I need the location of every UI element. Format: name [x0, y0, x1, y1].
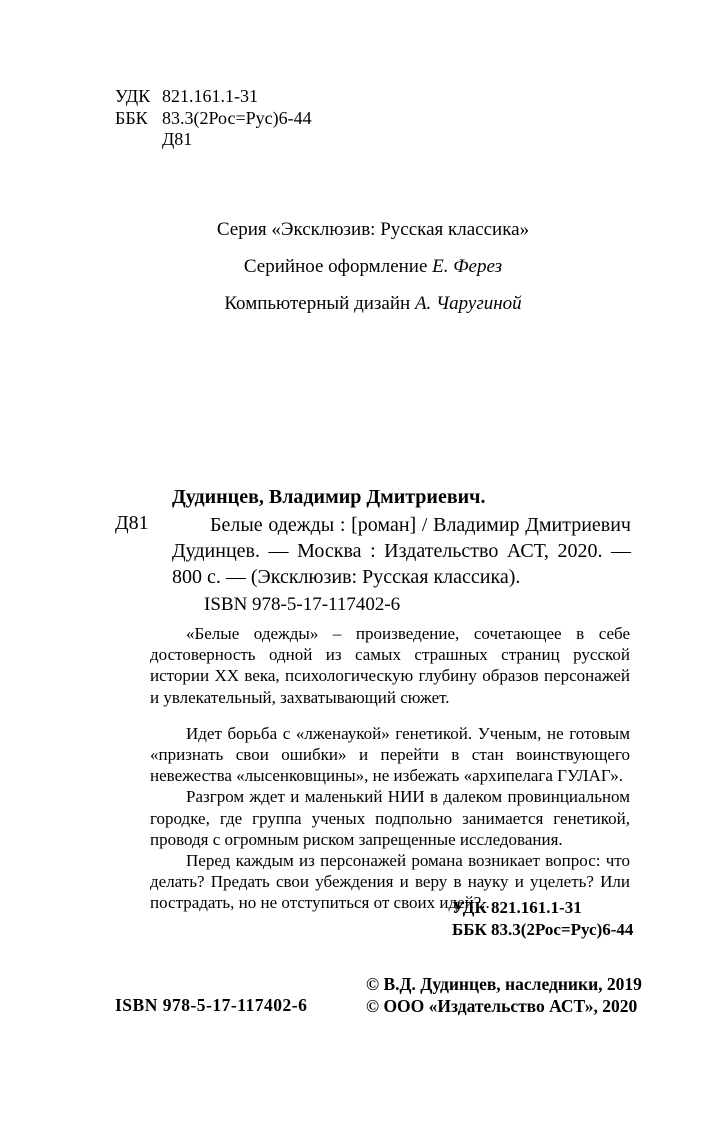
bbk-value: 83.3(2Рос=Рус)6-44 — [162, 107, 312, 128]
series-title: Серия «Эксклюзив: Русская классика» — [216, 219, 530, 240]
udk-row — [115, 86, 312, 108]
author-sign-margin: Д81 — [115, 512, 149, 534]
author-sign-top: Д81 — [162, 129, 193, 149]
catalog-codes-bottom — [452, 897, 633, 940]
series-block — [115, 219, 631, 330]
udk-value: 821.161.1-31 — [162, 86, 258, 106]
catalog-codes-top — [115, 86, 312, 151]
computer-designer-name: А. Чаругиной — [414, 293, 522, 314]
bbk-label: ББК — [115, 107, 148, 128]
series-design-label: Серийное оформление — [243, 256, 433, 277]
isbn-footer: ISBN 978-5-17-117402-6 — [115, 995, 308, 1015]
author-heading: Дудинцев, Владимир Дмитриевич. — [172, 486, 486, 508]
series-designer-name: Е. Ферез — [432, 256, 503, 277]
udk-label: УДК — [115, 86, 151, 106]
copyright-block — [366, 973, 642, 1017]
copyright-publisher-line: © ООО «Издательство АСТ», 2020 — [366, 996, 638, 1016]
bbk-row — [115, 108, 312, 130]
annotation-block — [150, 623, 630, 914]
computer-design-label: Компьютерный дизайн — [224, 293, 415, 314]
bbk-bottom: ББК 83.3(2Рос=Рус)6-44 — [452, 919, 634, 939]
annotation-paragraph: Идет борьба с «лженаукой» генетикой. Ученым, не готовым «признать свои ошибки» и перейти в стан воинствующего невежества «лысенковщины», не избежать «архипелага ГУЛАГ». — [150, 723, 630, 786]
udk-bottom: УДК 821.161.1-31 — [452, 898, 582, 917]
copyright-author-line: © В.Д. Дудинцев, наследники, 2019 — [366, 974, 642, 994]
isbn-line: ISBN 978-5-17-117402-6 — [204, 594, 401, 615]
annotation-paragraph: Перед каждым из персонажей романа возникает вопрос: что делать? Предать свои убеждения и веру в науку и уцелеть? Или пострадать, но не отступиться от своих идей?.. — [150, 851, 630, 913]
bibliographic-description: Белые одежды : [роман] / Владимир Дмитриевич Дудинцев. — Москва : Издательство АСТ, 2020. — 800 с. — (Эксклюзив: Русская классика). — [172, 514, 631, 588]
annotation-paragraph: Разгром ждет и маленький НИИ в далеком провинциальном городке, где группа ученых подпольно занимается генетикой, проводя с огромным риском запрещенные исследования. — [150, 787, 630, 849]
series-designer-line — [115, 256, 631, 278]
computer-design-line — [115, 293, 631, 315]
author-sign-row — [115, 129, 312, 151]
annotation-paragraph: «Белые одежды» – произведение, сочетающее в себе достоверность одной из самых страшных страниц русской истории XX века, психологическую глубину образов персонажей и увлекательный, захватывающий сюжет. — [150, 624, 630, 707]
